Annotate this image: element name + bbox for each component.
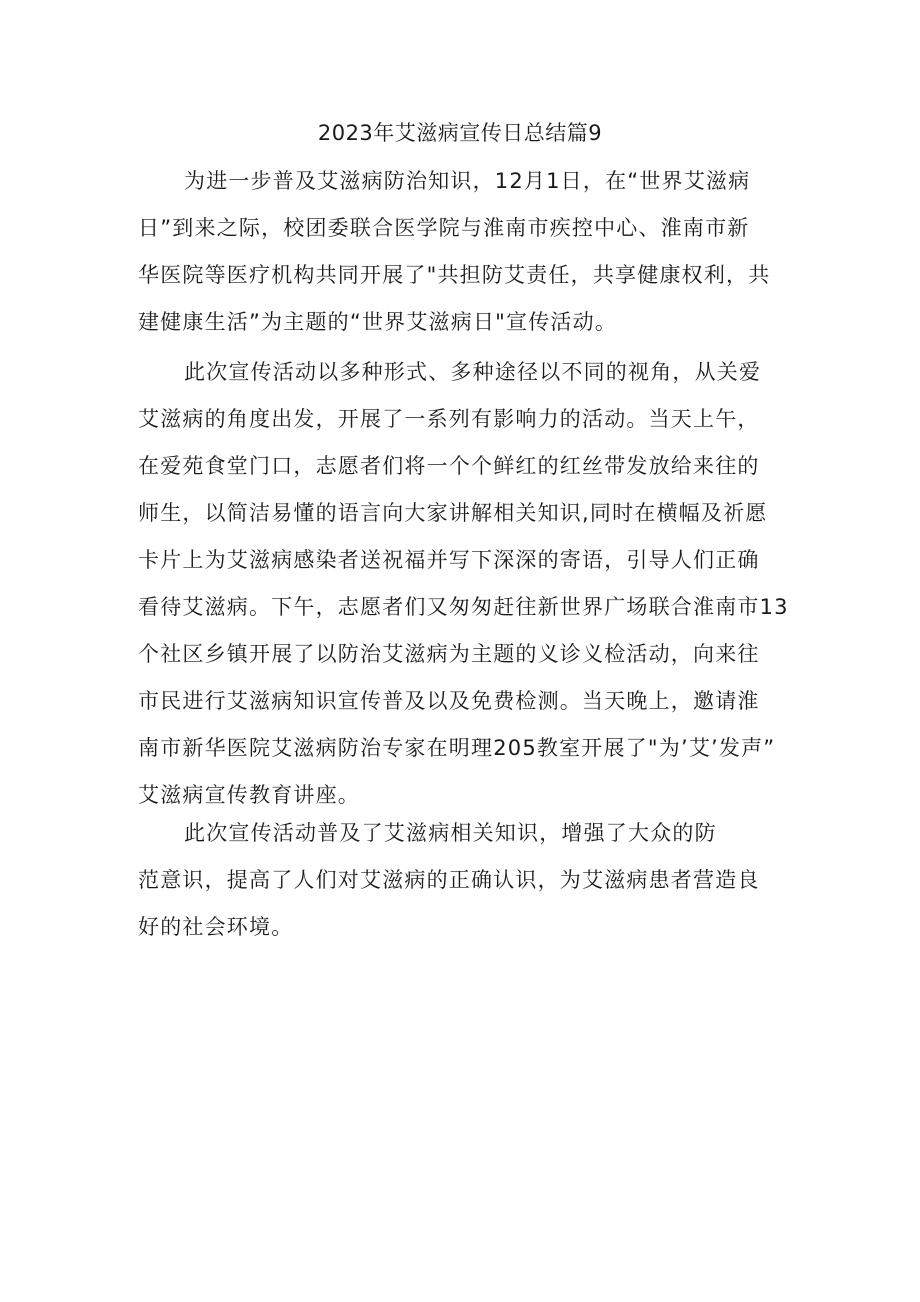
text-line: 建健康生活”为主题的“世界艾滋病日"宣传活动。 [138,310,618,334]
text-line: 南市新华医院艾滋病防治专家在明理205教室开展了"为’艾’发声” [138,736,776,760]
text-line: 艾滋病宣传教育讲座。 [138,783,360,807]
text-line: 艾滋病的角度出发，开展了一系列有影响力的活动。当天上午， [138,407,760,431]
paragraph-2 [138,349,798,819]
text-line: 卡片上为艾滋病感染者送祝福并写下深深的寄语，引导人们正确 [138,548,760,572]
text-line: 师生，以简洁易懂的语言向大家讲解相关知识,同时在横幅及祈愿 [138,501,768,525]
text-line: 范意识，提高了人们对艾滋病的正确认识，为艾滋病患者营造良 [138,868,760,892]
text-line: 市民进行艾滋病知识宣传普及以及免费检测。当天晚上，邀请淮 [138,689,760,713]
text-line: 日”到来之际，校团委联合医学院与淮南市疾控中心、淮南市新 [138,216,750,240]
text-line: 此次宣传活动以多种形式、多种途径以不同的视角，从关爱 [184,360,762,384]
paragraph-1 [138,158,798,346]
text-line: 个社区乡镇开展了以防治艾滋病为主题的义诊义检活动，向来往 [138,642,760,666]
paragraph-3 [138,810,798,951]
text-line: 此次宣传活动普及了艾滋病相关知识，增强了大众的防 [184,821,717,845]
text-line: 为进一步普及艾滋病防治知识，12月1日，在“世界艾滋病 [184,169,751,193]
text-line: 华医院等医疗机构共同开展了"共担防艾责任，共享健康权利，共 [138,263,771,287]
text-line: 好的社会环境。 [138,915,294,939]
text-line: 在爱苑食堂门口，志愿者们将一个个鲜红的红丝带发放给来往的 [138,454,760,478]
text-line: 看待艾滋病。下午，志愿者们又匆匆赶往新世界广场联合淮南市13 [138,595,789,619]
document-title: 2023年艾滋病宣传日总结篇9 [317,121,603,145]
